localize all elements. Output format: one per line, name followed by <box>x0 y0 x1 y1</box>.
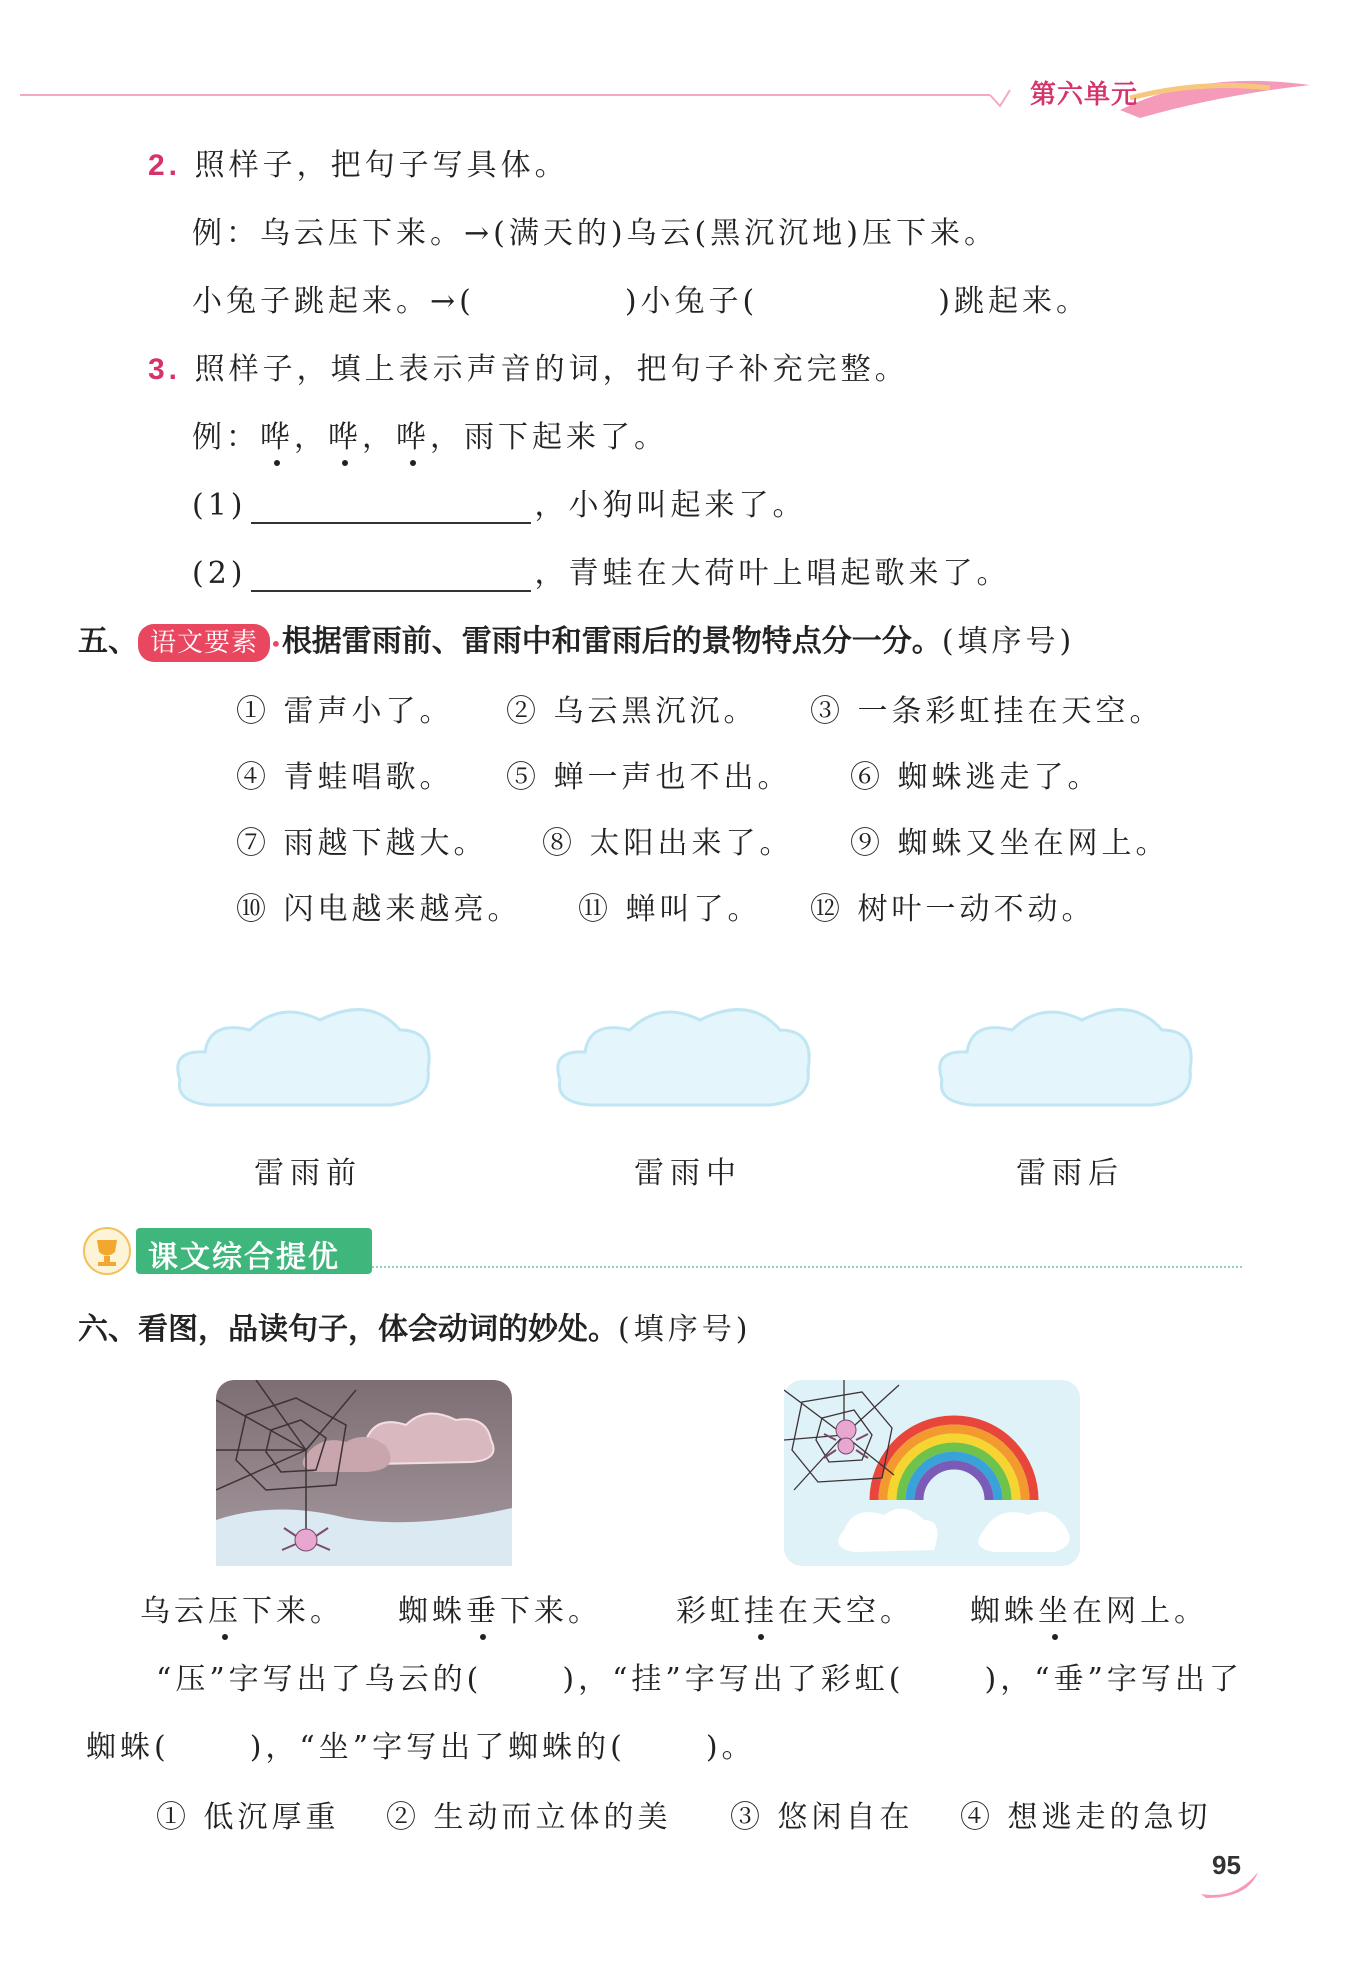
q3-example-suffix: ，雨下起来了。 <box>430 420 668 455</box>
q2-task <box>192 276 1090 320</box>
option: ⑫ 树叶一动不动。 <box>810 892 1096 927</box>
q2-task-part-a: 小兔子跳起来。→( <box>192 284 475 319</box>
q3-item-label: (1) <box>192 488 247 523</box>
option: ① 雷声小了。 <box>236 694 454 729</box>
section6-note: (填序号) <box>618 1312 752 1347</box>
q2-example: 例：乌云压下来。→(满天的)乌云(黑沉沉地)压下来。 <box>192 216 998 251</box>
q3-answer-blank[interactable] <box>251 492 531 524</box>
q3-heading <box>148 344 909 388</box>
option: ⑨ 蜘蛛又坐在网上。 <box>850 826 1170 861</box>
section6-number: 六、 <box>78 1312 138 1347</box>
cloud-label-during: 雷雨中 <box>634 1156 742 1191</box>
option: ⑧ 太阳出来了。 <box>542 826 794 861</box>
cloud-label-after: 雷雨后 <box>1016 1156 1124 1191</box>
caption-text: 下来。 <box>242 1594 344 1629</box>
caption <box>970 1586 1208 1630</box>
caption-text: 在网上。 <box>1072 1594 1208 1629</box>
banner-divider <box>372 1266 1242 1268</box>
section5-heading <box>78 616 1075 662</box>
caption-verb: 坐 <box>1038 1586 1072 1630</box>
choice: ② 生动而立体的美 <box>386 1800 672 1835</box>
s6-text: “压”字写出了乌云的( <box>156 1662 483 1697</box>
option: ② 乌云黑沉沉。 <box>506 694 758 729</box>
s6-text: )，“坐”字写出了蜘蛛的( <box>249 1730 626 1765</box>
caption-text: 下来。 <box>500 1594 602 1629</box>
caption <box>140 1586 344 1630</box>
option: ⑦ 雨越下越大。 <box>236 826 488 861</box>
q2-task-part-b: )小兔子( <box>624 284 759 319</box>
q3-item-1 <box>192 480 807 524</box>
s6-text: )，“垂”字写出了 <box>984 1662 1243 1697</box>
q3-item-label: (2) <box>192 556 247 591</box>
section6-title: 看图，品读句子，体会动词的妙处。 <box>138 1312 618 1347</box>
option: ③ 一条彩虹挂在天空。 <box>810 694 1164 729</box>
option: ④ 青蛙唱歌。 <box>236 760 454 795</box>
option: ⑥ 蜘蛛逃走了。 <box>850 760 1102 795</box>
section5-title: 根据雷雨前、雷雨中和雷雨后的景物特点分一分。 <box>281 624 942 659</box>
s6-text: )。 <box>705 1730 756 1765</box>
section5-tag: 语文要素 <box>138 624 270 662</box>
caption-text: 在天空。 <box>778 1594 914 1629</box>
choice: ③ 悠闲自在 <box>730 1800 914 1835</box>
trophy-icon <box>82 1226 132 1276</box>
q3-number: 3. <box>148 353 182 386</box>
header-decoration <box>0 60 1350 130</box>
option: ⑩ 闪电越来越亮。 <box>236 892 522 927</box>
s6-line-1 <box>156 1654 1243 1698</box>
caption-text: 彩虹 <box>676 1594 744 1629</box>
page-number: 95 <box>1212 1850 1241 1880</box>
option: ⑤ 蝉一声也不出。 <box>506 760 792 795</box>
q3-item-2 <box>192 548 1011 592</box>
q3-example: 例：哗，哗，哗，雨下起来了。 <box>192 412 668 456</box>
caption <box>676 1586 914 1630</box>
q2-heading <box>148 140 569 184</box>
caption-text: 乌云 <box>140 1594 208 1629</box>
banner-title: 课文综合提优 <box>148 1240 340 1275</box>
s6-text: )，“挂”字写出了彩虹( <box>562 1662 905 1697</box>
q2-task-part-c: )跳起来。 <box>938 284 1090 319</box>
cloud-before-icon[interactable] <box>170 990 440 1130</box>
unit-label: 第六单元 <box>1030 80 1139 110</box>
banner <box>136 1228 372 1274</box>
section5-number: 五、 <box>78 624 138 659</box>
s6-text: 蜘蛛( <box>86 1730 170 1765</box>
choice: ① 低沉厚重 <box>156 1800 340 1835</box>
q3-item-text: ，青蛙在大荷叶上唱起歌来了。 <box>534 556 1011 591</box>
cloud-label-before: 雷雨前 <box>254 1156 362 1191</box>
caption-verb: 垂 <box>466 1586 500 1630</box>
q3-answer-blank[interactable] <box>251 560 531 592</box>
q3-example-prefix: 例： <box>192 420 260 455</box>
q3-example-word: 哗 <box>328 412 362 456</box>
q3-example-word: 哗 <box>396 412 430 456</box>
cloud-after-icon[interactable] <box>932 990 1202 1130</box>
storm-spider-illustration <box>216 1380 512 1566</box>
caption <box>398 1586 602 1630</box>
caption-text: 蜘蛛 <box>970 1594 1038 1629</box>
caption-text: 蜘蛛 <box>398 1594 466 1629</box>
caption-verb: 挂 <box>744 1586 778 1630</box>
section6-heading <box>78 1304 751 1348</box>
section5-note: (填序号) <box>941 624 1076 659</box>
tag-dot-icon: • <box>270 632 282 656</box>
q3-example-word: 哗 <box>260 412 294 456</box>
choice: ④ 想逃走的急切 <box>960 1800 1212 1835</box>
cloud-during-icon[interactable] <box>550 990 820 1130</box>
q3-prompt: 照样子，填上表示声音的词，把句子补充完整。 <box>194 352 909 387</box>
caption-verb: 压 <box>208 1586 242 1630</box>
s6-line-2 <box>86 1722 756 1766</box>
rainbow-spider-illustration <box>784 1380 1080 1566</box>
q2-prompt: 照样子，把句子写具体。 <box>194 148 569 183</box>
option: ⑪ 蝉叫了。 <box>578 892 762 927</box>
q2-number: 2. <box>148 149 182 182</box>
q3-item-text: ，小狗叫起来了。 <box>534 488 807 523</box>
